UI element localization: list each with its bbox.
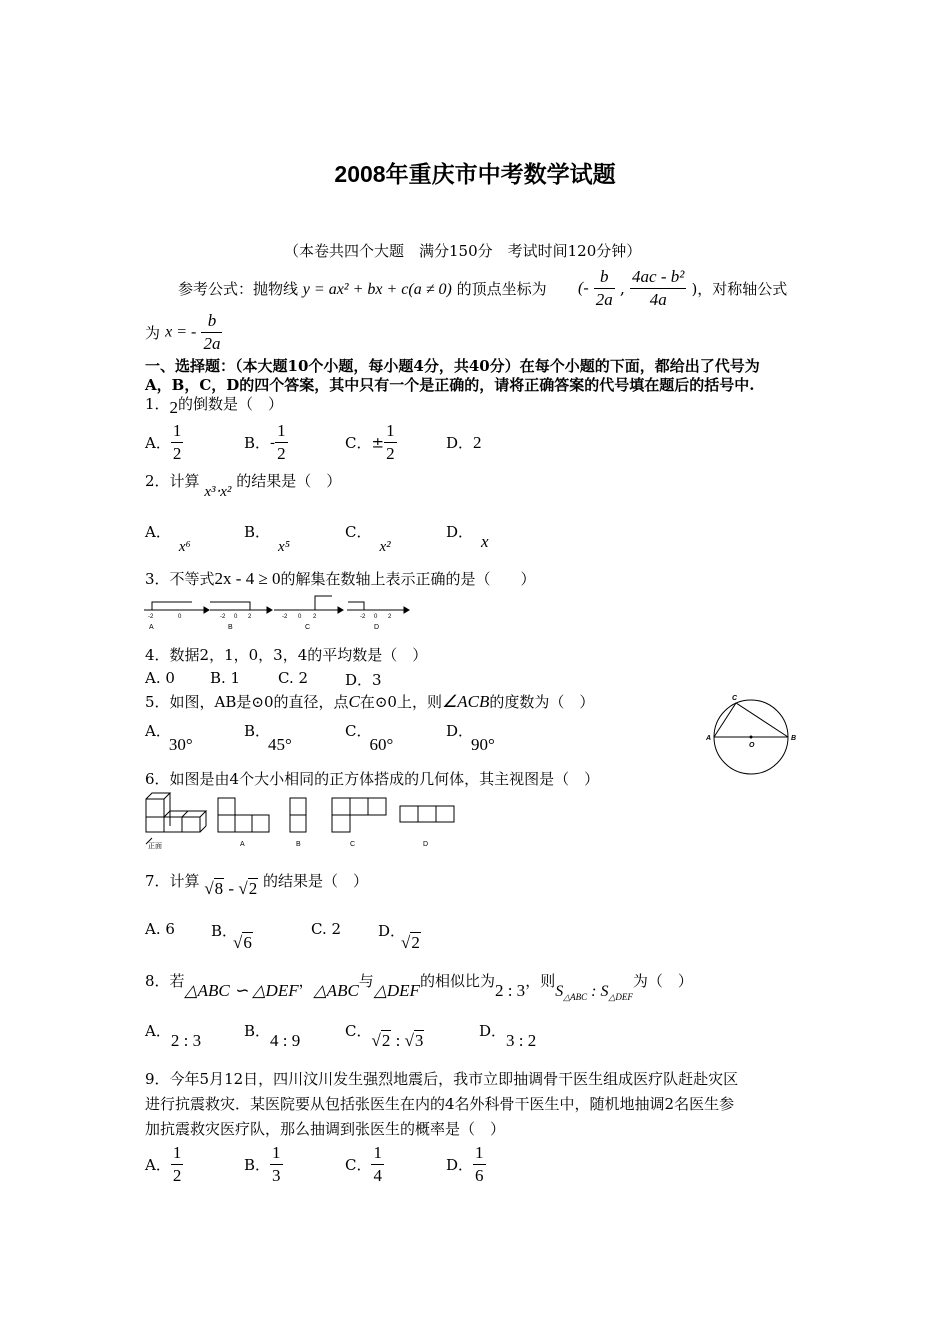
q7-option-d: D．√2 [378, 922, 420, 952]
axis-prefix: 为 [145, 324, 161, 342]
q1-c-label: C． [345, 434, 372, 452]
svg-text:0: 0 [234, 614, 238, 620]
q8-text1: 的相似比为 [419, 972, 495, 990]
vertex-x-frac [594, 266, 615, 311]
q5-fig-a: A [706, 735, 712, 742]
q8-s1: S [555, 983, 564, 1000]
q6-label-d: D [423, 841, 429, 848]
q8-b-value: 4 : 9 [270, 1031, 301, 1050]
q1-stem [145, 393, 284, 417]
formula-suffix: )，对称轴公式 [691, 280, 788, 298]
q7-minus: - [224, 879, 239, 898]
q6-label-b: B [296, 841, 301, 848]
q4-option-d: D．3 [345, 671, 382, 689]
q2-a-label: A． [145, 523, 171, 541]
q5-option-d [446, 720, 497, 754]
q1-b-num: 1 [275, 420, 288, 443]
q2-number: 2．计算 [145, 472, 200, 490]
q5-text1: 5．如图，AB是⊙0的直径，点 [145, 693, 349, 711]
subtitle: （本卷共四个大题 满分150分 考试时间120分钟） [284, 242, 642, 260]
q9-b-label: B． [244, 1156, 271, 1174]
q2-expr: x³⋅x² [204, 484, 232, 500]
q8-a-label: A． [145, 1022, 171, 1040]
vertex-y-den: 4a [649, 290, 667, 309]
q8-s2-sub: △DEF [608, 992, 633, 1003]
axis-formula [145, 310, 222, 355]
q3-label-b: B [228, 624, 233, 631]
section1-line2: A，B，C，D的四个答案，其中只有一个是正确的，请将正确答案的代号填在题后的括号中. [145, 376, 755, 394]
axis-frac [201, 310, 222, 355]
q8-option-c: C．√2 : √3 [345, 1022, 424, 1050]
q9-c-frac [371, 1142, 384, 1187]
q7-d-label: D． [378, 922, 406, 940]
q2-d-value: x [481, 532, 489, 551]
q9-a-label: A． [145, 1156, 171, 1174]
q8-stem [145, 970, 693, 1003]
q9-option-c [345, 1142, 384, 1187]
formula-prefix: 参考公式：抛物线 [178, 280, 299, 298]
q5-text2: 在⊙0上，则 [359, 693, 442, 711]
q5-option-a [145, 720, 195, 754]
vertex-y-num: 4ac - b² [630, 266, 686, 289]
q6-label-a: A [240, 841, 245, 848]
section1-line1: 一、选择题：（本大题10个小题，每小题4分，共40分）在每个小题的下面，都给出了代号为 [145, 357, 760, 375]
q7-text: 的结果是（ ） [262, 872, 368, 890]
q3-number-lines-figure [142, 592, 414, 632]
q8-comma: ， [298, 972, 314, 990]
q8-s2: S [600, 983, 609, 1000]
q4-option-a: A. 0 [145, 669, 175, 687]
q7-number: 7．计算 [145, 872, 200, 890]
q9-d-den: 6 [475, 1166, 484, 1185]
q2-text: 的结果是（ ） [236, 472, 342, 490]
q5-d-value: 90° [471, 735, 495, 754]
q4-option-c: C. 2 [278, 669, 309, 687]
q1-option-d [446, 432, 482, 453]
q1-b-sign: - [270, 433, 276, 452]
q5-b-label: B． [244, 722, 271, 740]
svg-text:-2: -2 [282, 614, 288, 620]
q3-stem [145, 568, 536, 589]
q1-c-frac [384, 420, 397, 465]
q1-b-frac [275, 420, 288, 465]
q9-c-label: C． [345, 1156, 372, 1174]
q9-a-den: 2 [172, 1166, 182, 1185]
q9-line3: 加抗震救灾医疗队，那么抽调到张医生的概率是（ ） [145, 1120, 506, 1138]
q4-stem: 4．数据2，1，0，3，4的平均数是（ ） [145, 646, 428, 664]
q9-d-num: 1 [473, 1142, 486, 1165]
q3-label-a: A [149, 624, 154, 631]
q5-fig-b: B [791, 735, 797, 742]
q9-d-label: D． [446, 1156, 474, 1174]
q8-c-colon: : [391, 1031, 405, 1050]
q8-a-value: 2 : 3 [170, 1031, 202, 1050]
q8-yu: 与 [358, 972, 374, 990]
axis-num: b [201, 310, 222, 333]
q1-a-frac [171, 420, 184, 465]
q5-c-label: C． [345, 722, 372, 740]
vertex-y-frac [630, 266, 686, 311]
q5-fig-c: C [732, 695, 738, 702]
q2-d-label: D． [446, 523, 474, 541]
q8-number: 8．若 [145, 972, 185, 990]
q3-number: 3．不等式 [145, 570, 215, 588]
q3-label-d: D [374, 624, 380, 631]
q5-circle-figure [704, 690, 804, 776]
q3-text: 的解集在数轴上表示正确的是（ ） [280, 570, 536, 588]
q5-fig-o: O [749, 742, 755, 749]
svg-text:2: 2 [248, 614, 252, 620]
q3-label-c: C [305, 624, 311, 631]
q8-b-label: B． [244, 1022, 271, 1040]
q8-option-b [244, 1020, 301, 1050]
q9-line1: 9．今年5月12日，四川汶川发生强烈地震后，我市立即抽调骨干医生组成医疗队赶赴灾区 [145, 1070, 739, 1088]
q1-c-num: 1 [384, 420, 397, 443]
axis-var: x = - [165, 323, 197, 341]
q1-expr: 2 [169, 398, 179, 417]
vertex-x-den: 2a [595, 290, 613, 309]
q7-b-value: 6 [243, 933, 252, 952]
q4-option-b: B. 1 [210, 669, 241, 687]
q5-stem [145, 691, 594, 712]
q8-ratio: 2 : 3 [494, 981, 526, 1000]
page-title: 2008年重庆市中考数学试题 [334, 161, 616, 187]
q8-text2: ，则 [525, 972, 556, 990]
vertex-x-sign: (- [578, 279, 589, 297]
q6-front-label: 正面 [148, 843, 162, 850]
svg-text:0: 0 [178, 614, 182, 620]
q2-a-value: x⁶ [178, 539, 191, 555]
q5-angle: ∠ACB [441, 692, 490, 711]
svg-text:0: 0 [374, 614, 378, 620]
svg-text:2: 2 [313, 614, 317, 620]
svg-text:2: 2 [388, 614, 392, 620]
vertex-formula: (- $\frac{b}{2a}$ , $\frac{\text{4ac - b²}}{4a}$ )，对称轴公式 [578, 267, 788, 309]
formula-line [178, 278, 547, 299]
q9-a-num: 1 [171, 1142, 184, 1165]
q9-b-num: 1 [270, 1142, 283, 1165]
q7-option-b: B．√6 [211, 922, 252, 952]
q8-option-a [145, 1020, 202, 1050]
svg-text:0: 0 [298, 614, 302, 620]
q1-a-den: 2 [172, 444, 182, 463]
parabola-expr: y = ax² + bx + c(a ≠ 0) [302, 281, 452, 298]
q3-expr: 2x - 4 ≥ 0 [214, 569, 281, 588]
q7-radicand-b: 2 [248, 879, 258, 898]
q7-option-a: A. 6 [145, 920, 175, 938]
q1-option-a [145, 420, 183, 465]
q7-option-c: C. 2 [311, 920, 342, 938]
q8-c-label: C． [345, 1022, 372, 1040]
q7-b-label: B． [211, 922, 238, 940]
q8-triangle-abc: △ABC [313, 981, 359, 1000]
q1-number: 1． [145, 395, 170, 413]
q9-c-den: 4 [373, 1166, 382, 1185]
q9-c-num: 1 [371, 1142, 384, 1165]
q8-colon: : [587, 983, 601, 1000]
vertex-x-num: b [594, 266, 615, 289]
q1-b-label: B． [244, 434, 271, 452]
q5-a-value: 30° [168, 735, 193, 754]
q2-stem [145, 470, 342, 500]
q5-text3: 的度数为（ ） [489, 693, 595, 711]
q2-c-label: C． [345, 523, 372, 541]
q2-b-label: B． [244, 523, 271, 541]
q8-triangle-def: △DEF [373, 981, 420, 1000]
svg-text:-2: -2 [360, 614, 366, 620]
q6-cubes-figure [142, 790, 462, 850]
vertex-text: 的顶点坐标为 [456, 280, 547, 298]
q5-b-value: 45° [268, 735, 292, 754]
q1-option-b [244, 420, 288, 465]
q8-d-value: 3 : 2 [506, 1031, 537, 1050]
q2-option-a [145, 521, 191, 555]
q7-expr: √8 - √2 [204, 879, 258, 898]
q9-option-a [145, 1142, 183, 1187]
q1-d-value: 2 [473, 433, 482, 452]
q8-text3: 为（ ） [632, 972, 693, 990]
q5-point-c: C [348, 692, 360, 711]
svg-text:-2: -2 [220, 614, 226, 620]
q2-c-value: x² [379, 539, 391, 555]
q9-option-d [446, 1142, 486, 1187]
q1-d-label: D． [446, 434, 474, 452]
q9-b-den: 3 [272, 1166, 281, 1185]
axis-den: 2a [203, 334, 221, 353]
svg-text:-2: -2 [148, 614, 154, 620]
q1-text: 的倒数是（ ） [178, 395, 284, 413]
q8-d-label: D． [479, 1022, 507, 1040]
q8-option-d [479, 1020, 537, 1050]
q5-d-label: D． [446, 722, 474, 740]
q2-option-c [345, 521, 391, 555]
q9-d-frac [473, 1142, 486, 1187]
q2-option-b [244, 521, 290, 555]
q5-option-b [244, 720, 294, 754]
q6-label-c: C [350, 841, 356, 848]
q1-c-den: 2 [386, 444, 395, 463]
q8-s1-sub: △ABC [563, 992, 588, 1003]
q1-a-label: A． [145, 434, 171, 452]
q1-option-c [345, 420, 397, 465]
q7-radicand-a: 8 [214, 879, 224, 898]
q5-a-label: A． [145, 722, 171, 740]
q2-b-value: x⁵ [278, 539, 290, 555]
q9-line2: 进行抗震救灾．某医院要从包括张医生在内的4名外科骨干医生中，随机地抽调2名医生参 [145, 1095, 735, 1113]
q1-c-sign: ± [371, 433, 385, 452]
q8-c-radicand-b: 3 [414, 1031, 424, 1050]
q6-stem: 6．如图是由4个大小相同的正方体搭成的几何体，其主视图是（ ） [145, 770, 600, 788]
q7-d-value: 2 [411, 933, 420, 952]
q5-c-value: 60° [369, 735, 394, 754]
q5-option-c [345, 720, 395, 754]
q9-b-frac [270, 1142, 283, 1187]
q8-c-radicand-a: 2 [381, 1031, 391, 1050]
q7-stem [145, 870, 368, 898]
q1-b-den: 2 [277, 444, 286, 463]
q1-a-num: 1 [171, 420, 184, 443]
q9-option-b [244, 1142, 283, 1187]
q8-similarity: △ABC ∽ △DEF [184, 981, 299, 1000]
q9-a-frac [171, 1142, 184, 1187]
q2-option-d [446, 521, 489, 551]
